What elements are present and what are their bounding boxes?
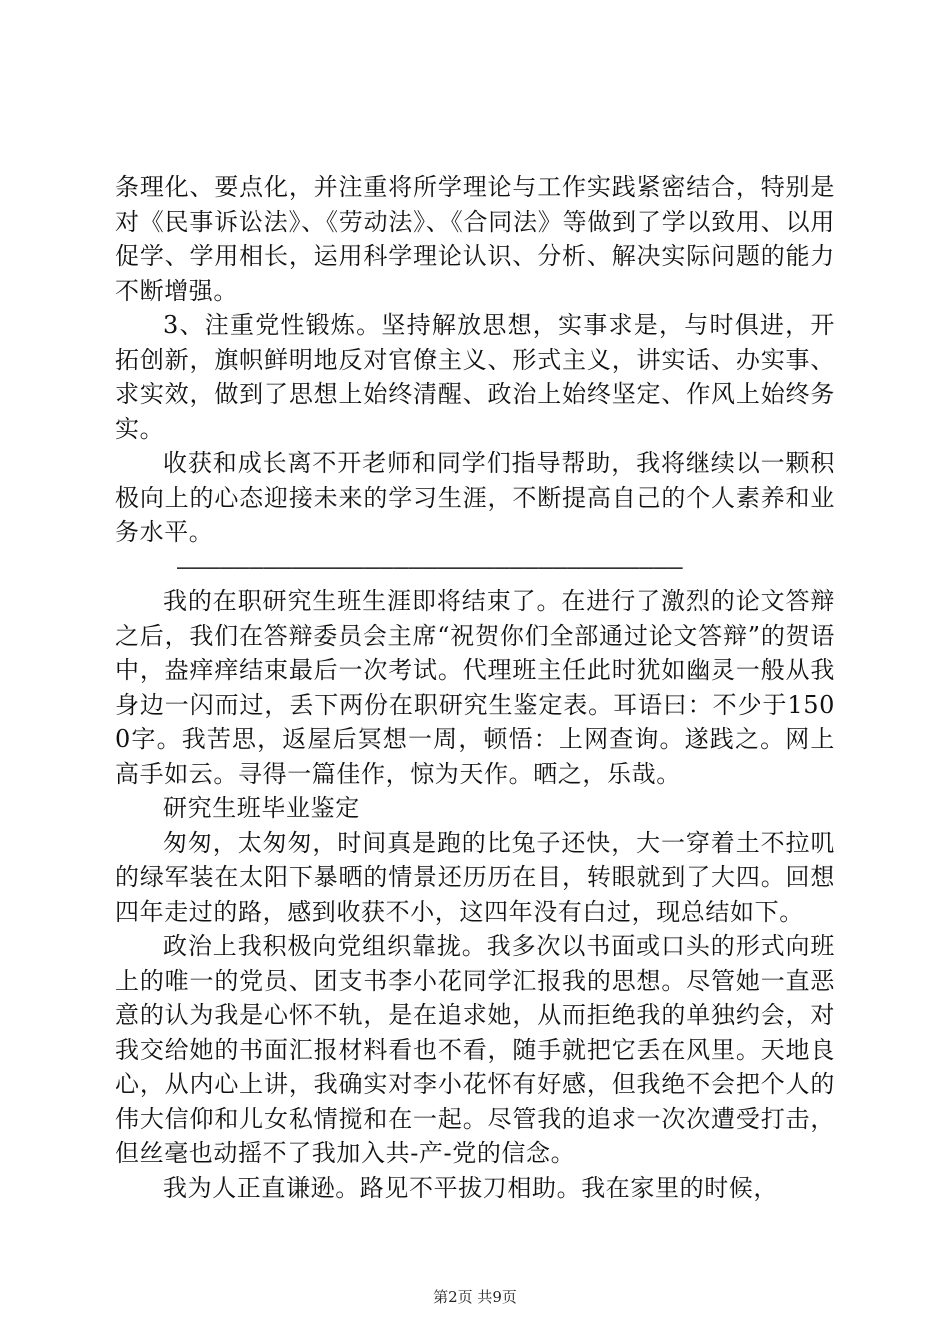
paragraph-6: 政治上我积极向党组织靠拢。我多次以书面或口头的形式向班上的唯一的党员、团支书李小花同学汇报我的思想。尽管她一直恶意的认为我是心怀不轨，是在追求她，从而拒绝我的单独约会，对我交给她的书面汇报材料看也不看，随手就把它丢在风里。天地良心，从内心上讲，我确实对李小花怀有好感，但我绝不会把个人的伟大信仰和儿女私情搅和在一起。尽管我的追求一次次遭受打击，但丝毫也动摇不了我加入共-产-党的信念。	[115, 932, 835, 1167]
paragraph-2: 3、注重党性锻炼。坚持解放思想，实事求是，与时俱进，开拓创新，旗帜鲜明地反对官僚主义、形式主义，讲实话、办实事、求实效，做到了思想上始终清醒、政治上始终坚定、作风上始终务实。	[115, 311, 835, 443]
document-body	[115, 170, 835, 1205]
paragraph-3: 收获和成长离不开老师和同学们指导帮助，我将继续以一颗积极向上的心态迎接未来的学习生涯，不断提高自己的个人素养和业务水平。	[115, 449, 835, 546]
paragraph-4: 我的在职研究生班生涯即将结束了。在进行了激烈的论文答辩之后，我们在答辩委员会主席“祝贺你们全部通过论文答辩”的贺语中，盎痒痒结束最后一次考试。代理班主任此时犹如幽灵一般从我身边一闪而过，丢下两份在职研究生鉴定表。耳语曰：不少于1500字。我苦思，返屋后冥想一周，顿悟：上网查询。遂践之。网上高手如云。寻得一篇佳作，惊为天作。晒之，乐哉。	[115, 587, 835, 788]
paragraph-5: 匆匆，太匆匆，时间真是跑的比兔子还快，大一穿着土不拉叽的绿军装在太阳下暴晒的情景还历历在目，转眼就到了大四。回想四年走过的路，感到收获不小，这四年没有白过，现总结如下。	[115, 828, 835, 926]
section-divider: ———————————————————————————————————	[177, 552, 683, 581]
page-number-footer: 第2页 共9页	[433, 1288, 517, 1306]
paragraph-1: 条理化、要点化，并注重将所学理论与工作实践紧密结合，特别是对《民事诉讼法》、《劳动法》、《合同法》等做到了学以致用、以用促学、学用相长，运用科学理论认识、分析、解决实际问题的能力不断增强。	[115, 173, 835, 305]
paragraph-7: 我为人正直谦逊。路见不平拔刀相助。我在家里的时候，	[163, 1173, 778, 1202]
section-heading: 研究生班毕业鉴定	[163, 794, 360, 822]
